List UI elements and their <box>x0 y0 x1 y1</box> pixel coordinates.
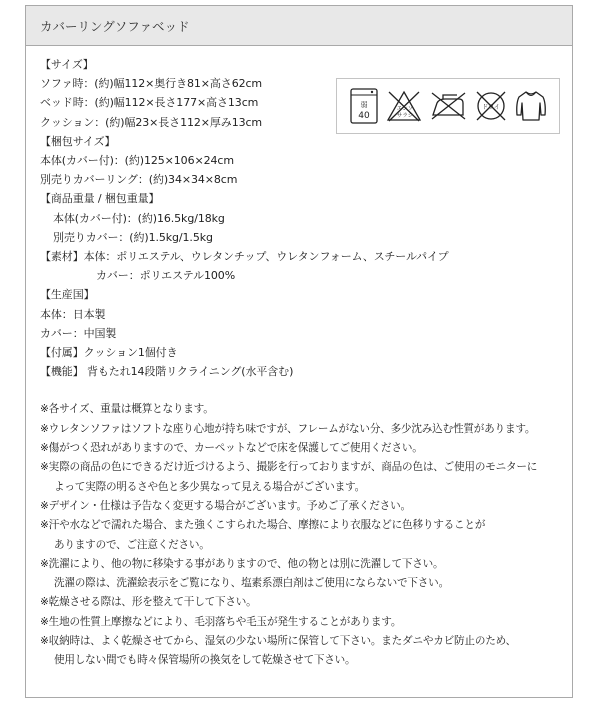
spec-line: 【付属】クッション1個付き <box>40 346 178 360</box>
note-line: ※生地の性質上摩擦などにより、毛羽落ちや毛玉が発生することがあります。 <box>40 615 402 628</box>
note-line: ※ウレタンソファはソフトな座り心地が持ち味ですが、フレームがない分、多少沈み込む性質があります。 <box>40 422 536 435</box>
dry-label: ドライ <box>482 104 501 111</box>
note-line: ※デザイン・仕様は予告なく変更する場合がございます。予めご了承ください。 <box>40 499 411 512</box>
spec-line: 別売りカバー：(約)1.5kg/1.5kg <box>53 230 213 244</box>
spec-line: 【梱包サイズ】 <box>40 134 116 148</box>
note-line: よって実際の明るさや色と多少異なって見える場合がございます。 <box>54 480 365 493</box>
note-line: ※乾燥させる際は、形を整えて干して下さい。 <box>40 596 257 609</box>
spec-line: 【商品重量 / 梱包重量】 <box>40 192 160 206</box>
spec-line: ベッド時：(約)幅112×長さ177×高さ13cm <box>40 96 259 110</box>
note-line: ※傷がつく恐れがありますので、カーペットなどで床を保護してご使用ください。 <box>40 442 423 455</box>
svg-text:エンソ: エンソ <box>396 106 414 112</box>
spec-line: ソファ時：(約)幅112×奥行き81×高さ62cm <box>40 77 263 91</box>
note-line: 使用しない間でも時々保管場所の換気をして乾燥させて下さい。 <box>54 654 356 667</box>
svg-text:サラシ: サラシ <box>396 113 414 119</box>
washing-machine-40-icon <box>349 87 379 125</box>
no-chlorine-bleach-icon <box>386 89 422 123</box>
spec-line: 【機能】 背もたれ14段階リクライニング(水平含む) <box>40 365 294 379</box>
wash-temp: 40 <box>357 111 370 121</box>
spec-line: 【素材】本体：ポリエステル、ウレタンチップ、ウレタンフォーム、スチールパイプ <box>40 250 449 264</box>
note-line: ※収納時は、よく乾燥させてから、湿気の少ない場所に保管して下さい。またダニやカビ防止のため、 <box>40 635 516 648</box>
care-label-icons <box>336 78 560 134</box>
hang-dry-icon <box>515 89 547 123</box>
note-line: ※汗や水などで濡れた場合、また強くこすられた場合、摩擦により衣服などに色移りすることが <box>40 519 486 532</box>
note-line: ありますので、ご注意ください。 <box>54 538 210 551</box>
panel-header <box>26 6 572 46</box>
panel-content <box>26 46 572 671</box>
no-dry-clean-icon <box>474 89 508 123</box>
product-spec-panel <box>25 5 573 698</box>
spacer <box>40 381 572 400</box>
note-line: ※実際の商品の色にできるだけ近づけるよう、撮影を行っておりますが、商品の色は、ご使用のモニターに <box>40 461 538 474</box>
no-iron-icon <box>429 91 467 121</box>
note-line: ※洗濯により、他の物に移染する事がありますので、他の物とは別に洗濯して下さい。 <box>40 557 444 570</box>
spec-line: 別売りカバーリング：(約)34×34×8cm <box>40 173 238 187</box>
spec-line: カバー：ポリエステル100% <box>96 269 236 283</box>
spec-line: 本体(カバー付)：(約)16.5kg/18kg <box>53 211 225 225</box>
spec-line: 【サイズ】 <box>40 58 94 71</box>
spec-line: 【生産国】 <box>40 288 95 302</box>
spec-line: 本体：日本製 <box>40 307 106 321</box>
spec-line: 本体(カバー付)：(約)125×106×24cm <box>40 154 234 168</box>
panel-title: カバーリングソファベッド <box>40 18 190 34</box>
spec-line: カバー：中国製 <box>40 326 117 340</box>
note-line: 洗濯の際は、洗濯絵表示をご覧になり、塩素系漂白剤はご使用にならないで下さい。 <box>54 577 449 590</box>
wash-label: 弱 <box>360 101 368 109</box>
spec-line: クッション：(約)幅23×長さ112×厚み13cm <box>40 115 263 129</box>
note-line: ※各サイズ、重量は概算となります。 <box>40 403 214 416</box>
